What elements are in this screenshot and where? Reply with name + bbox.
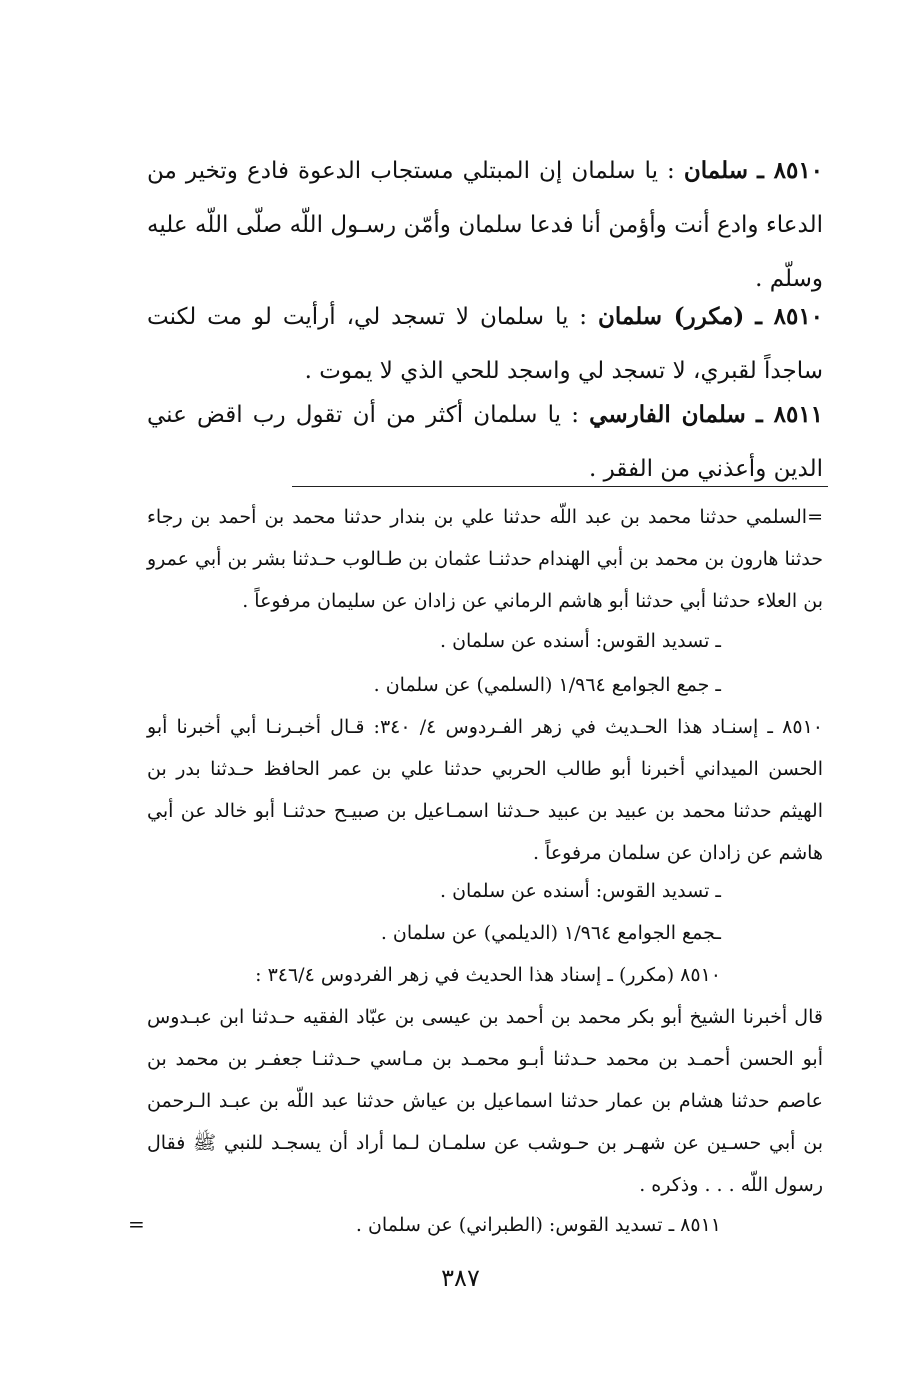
footnote-3: [147, 996, 823, 1206]
footnote-1: [147, 496, 823, 622]
entry-narrator: (مكرر) سلمان: [598, 303, 745, 330]
entry-number: ٨٥١١ ـ: [755, 401, 824, 428]
footnote-2: [147, 706, 823, 874]
continuation-mark: =: [807, 506, 823, 528]
entry-narrator: سلمان الفارسي: [589, 401, 746, 428]
entry-8510: [147, 144, 823, 306]
footnote-source-line: ـجمع الجوامع ١/٩٦٤ (الديلمي) عن سلمان .: [380, 922, 721, 944]
footnote-heading: ٨٥١٠ (مكرر) ـ إسناد هذا الحديث في زهر الفردوس ٣٤٦/٤ :: [255, 964, 721, 986]
entry-text: : يا سلمان أكثر من أن تقول رب اقض عني الدين وأعذني من الفقر .: [147, 402, 823, 482]
entry-number: ٨٥١٠ ـ: [755, 303, 824, 330]
footnote-4: ٨٥١١ ـ تسديد القوس: (الطبراني) عن سلمان .: [355, 1214, 721, 1236]
footnote-source-line: ـ تسديد القوس: أسنده عن سلمان .: [439, 630, 721, 652]
footnote-source-line: ـ جمع الجوامع ١/٩٦٤ (السلمي) عن سلمان .: [373, 674, 721, 696]
entry-text: : يا سلمان إن المبتلي مستجاب الدعوة فادع وتخير من الدعاء وادع أنت وأؤمن أنا فدعا سلمان وأمّن رسـول اللّه صلّى اللّه عليه وسلّم .: [147, 158, 823, 292]
footnote-text: ٨٥١٠ ـ إسنـاد هذا الحـديث في زهر الفـردوس ٤/ ٣٤٠: قـال أخبـرنـا أبي أخبرنا أبو الحسن الميداني أخبرنا أبو طالب الحربي حدثنا علي بن عمر الحافظ حـدثنا بدر بن الهيثم حدثنا محمد بن عبيد بن عبيد حـدثنا اسمـاعيل بن صبيـح حدثنـا أبو خالد عن أبي هاشم عن زادان عن سلمان مرفوعاً .: [147, 716, 823, 864]
entry-8510-repeat: [147, 290, 823, 398]
footnote-text: قال أخبرنا الشيخ أبو بكر محمد بن أحمد بن عيسى بن عبّاد الفقيه حـدثنا ابن عبـدوس أبو الحسن أحمـد بن محمد حـدثنا أبـو محمـد بن مـاسي حـدثنـا جعفـر بن محمد بن عاصم حدثنا هشام بن عمار حدثنا اسماعيل بن عياش حدثنا عبد اللّه بن عبـد الـرحمن بن أبي حسـين عن شهـر بن حـوشب عن سلمـان لـما أراد أن يسجـد للنبي ﷺ فقال رسول اللّه . . . وذكره .: [147, 1006, 823, 1196]
footnote-text: السلمي حدثنا محمد بن عبد اللّه حدثنا علي بن بندار حدثنا محمد بن أحمد بن رجاء حدثنا هارون بن محمد بن أبي الهندام حدثنـا عثمان بن طـالوب حـدثنا بشر بن أبي عمرو بن العلاء حدثنا أبي حدثنا أبو هاشم الرماني عن زادان عن سليمان مرفوعاً .: [147, 506, 823, 612]
footnote-separator: [292, 486, 828, 487]
entry-narrator: سلمان: [683, 157, 748, 184]
entry-number: ٨٥١٠ ـ: [757, 157, 824, 184]
footnote-source-line: ـ تسديد القوس: أسنده عن سلمان .: [439, 880, 721, 902]
entry-8511: [147, 388, 823, 496]
entry-text: : يا سلمان لا تسجد لي، أرأيت لو مت لكنت ساجداً لقبري، لا تسجد لي واسجد للحي الذي لا يموت .: [147, 304, 823, 384]
page-number: ٣٨٧: [441, 1264, 480, 1292]
end-continuation-mark: =: [128, 1212, 145, 1236]
